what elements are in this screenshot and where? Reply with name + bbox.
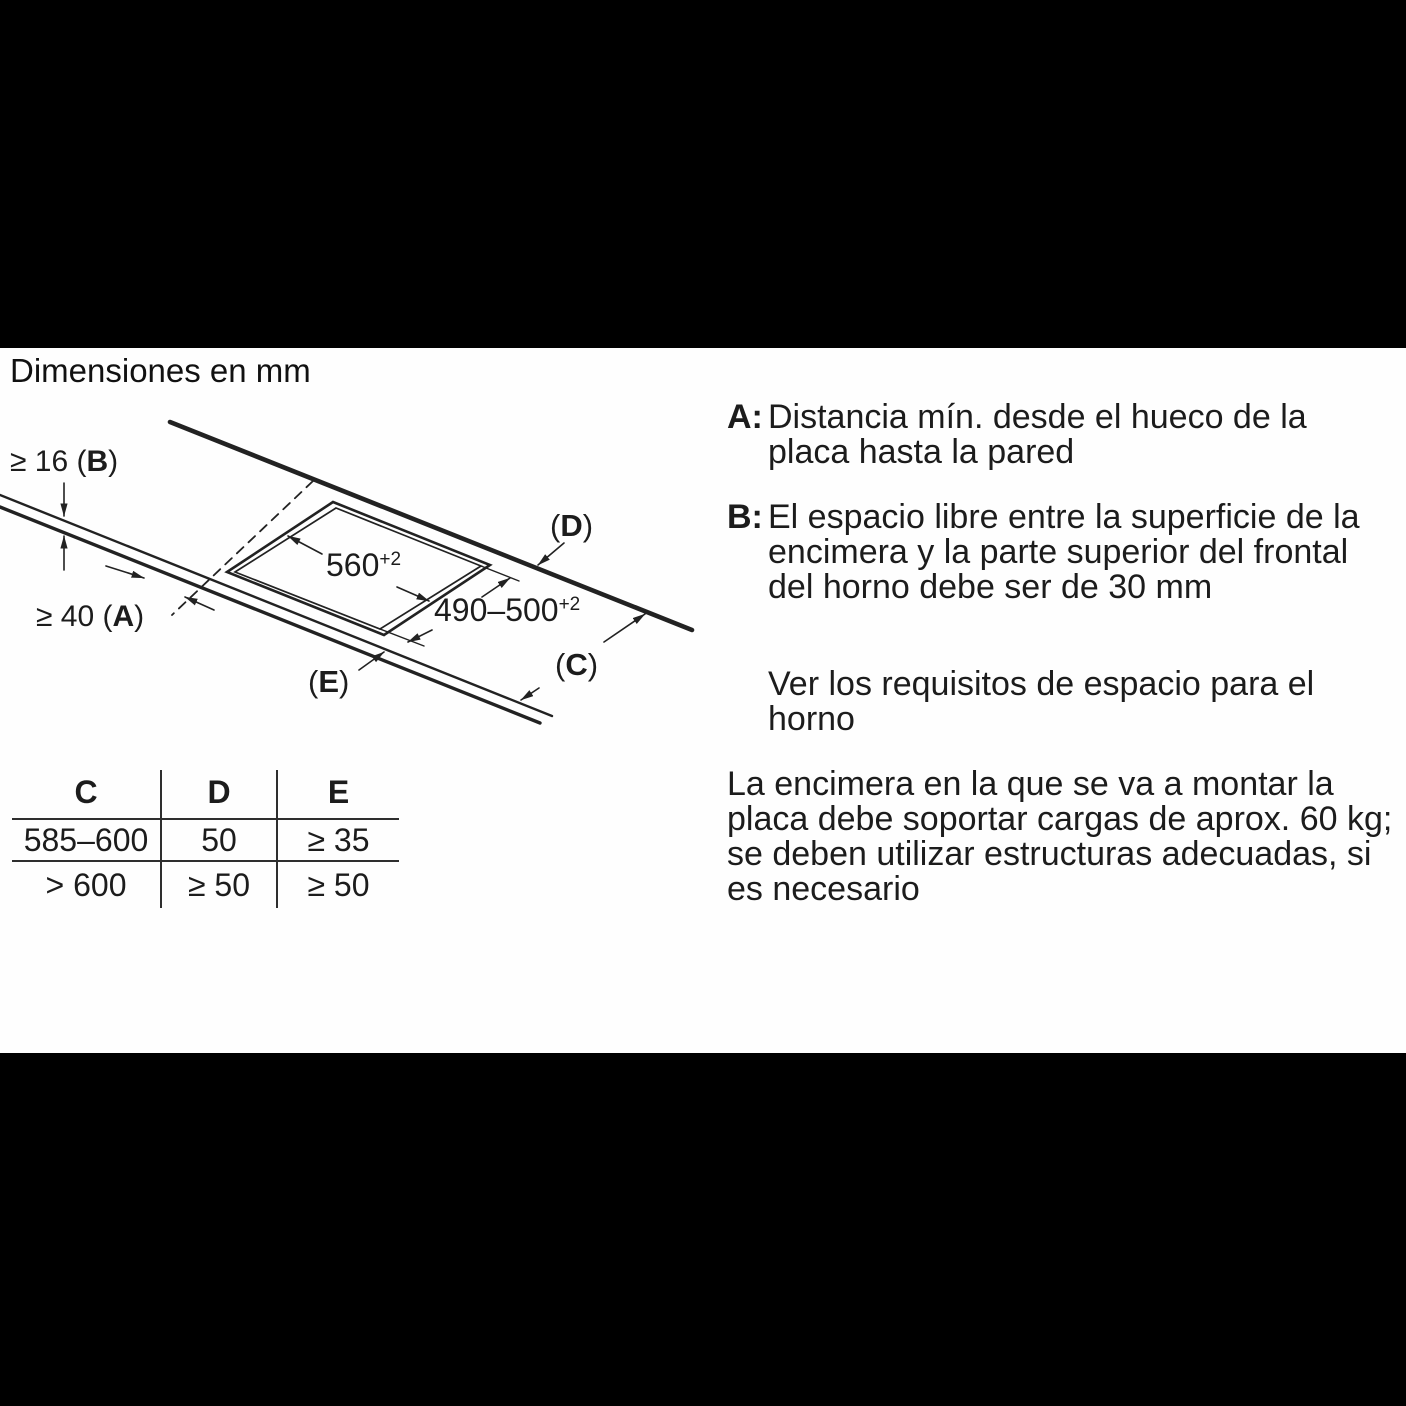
note-b-line: encimera y la parte superior del frontal — [768, 533, 1349, 571]
width-arrow-upleft — [288, 536, 322, 554]
note-a-label: A: — [727, 398, 763, 436]
note-oven-line: Ver los requisitos de espacio para el — [768, 665, 1315, 703]
dimension-width — [288, 536, 429, 601]
note-b-line: El espacio libre entre la superficie de la — [768, 498, 1360, 536]
cutout-width-value: $560^{+2}$ — [326, 547, 402, 583]
note-load-capacity — [727, 765, 1393, 908]
note-load-line: La encimera en la que se va a montar la — [727, 765, 1334, 803]
dimension-depth — [408, 578, 580, 642]
note-load-line: es necesario — [727, 870, 920, 908]
table-row — [12, 819, 399, 861]
cell-e2: ≥ 50 — [307, 866, 370, 903]
label-c-arrow-down — [521, 688, 539, 700]
note-oven-line: horno — [768, 700, 855, 738]
label-e-text: (E) — [308, 664, 350, 699]
page-title: Dimensiones en mm — [10, 352, 311, 389]
dim-a-arrow-left — [185, 597, 214, 610]
note-load-line: se deben utilizar estructuras adecuadas, si — [727, 835, 1372, 873]
dimension-b — [10, 445, 118, 570]
extension-line-upper — [481, 566, 519, 581]
label-e — [308, 652, 384, 699]
installation-diagram — [0, 345, 720, 757]
label-d-arrow — [538, 543, 564, 565]
width-arrow-downright — [397, 587, 429, 601]
content-area — [0, 348, 1406, 1053]
label-d-text: (D) — [550, 508, 594, 543]
dim-a-arrow-right — [106, 566, 144, 578]
note-b-line: del horno debe ser de 30 mm — [768, 568, 1213, 606]
note-b — [727, 498, 1406, 606]
cell-c2: > 600 — [45, 866, 127, 903]
cutout-depth-value: $490-500^{+2}$ — [434, 592, 581, 628]
col-header-e: E — [277, 770, 399, 819]
note-a — [727, 398, 1406, 471]
bottom-letterbox — [0, 1053, 1406, 1406]
label-c-text: (C) — [555, 647, 599, 682]
label-c-arrow-up — [604, 614, 645, 642]
note-a-line: Distancia mín. desde el hueco de la — [768, 398, 1307, 436]
note-oven-space — [768, 667, 1406, 737]
table-header-row — [12, 770, 399, 819]
cell-d1: 50 — [161, 819, 277, 861]
cell-e1: ≥ 35 — [277, 819, 399, 861]
clearance-table — [12, 770, 399, 908]
note-load-line: placa debe soportar cargas de aprox. 60 kg; — [727, 800, 1393, 838]
dim-a-label: ≥ 40 (A) — [36, 600, 145, 633]
note-a-line: placa hasta la pared — [768, 433, 1075, 471]
depth-arrow-downleft — [408, 630, 432, 642]
table-row — [12, 861, 399, 908]
label-d — [538, 508, 593, 565]
cell-d2: ≥ 50 — [161, 861, 277, 908]
col-header-c: C — [12, 770, 161, 819]
dim-b-label: ≥ 16 (B) — [10, 445, 119, 478]
col-header-d: D — [161, 770, 277, 819]
top-letterbox — [0, 0, 1406, 348]
cell-c1: 585–600 — [12, 819, 161, 861]
dimension-a — [36, 566, 214, 633]
note-b-label: B: — [727, 498, 763, 536]
wall-edge-line — [170, 422, 692, 630]
